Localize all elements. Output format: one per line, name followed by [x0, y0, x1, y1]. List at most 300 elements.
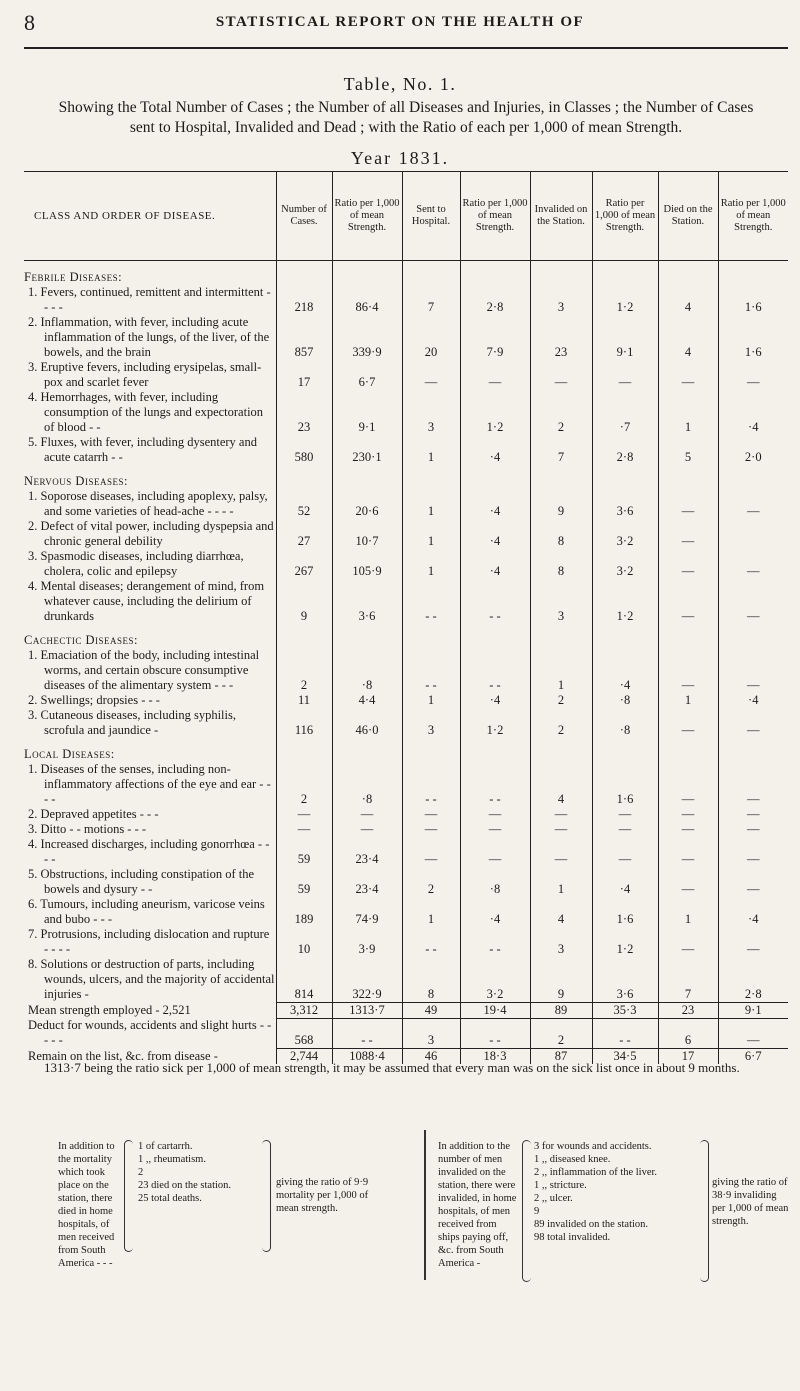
cell-value: — [592, 807, 658, 822]
cell-value: — [460, 807, 530, 822]
cell-empty [402, 465, 460, 489]
cell-value: 8 [530, 549, 592, 579]
cell-value: 1 [530, 867, 592, 897]
section-title: Nervous Diseases: [24, 474, 128, 488]
cell-empty [402, 261, 460, 286]
row-label: Remain on the list, &c. from disease - [28, 1048, 218, 1063]
table-row [24, 822, 788, 837]
cell-empty [718, 465, 788, 489]
cell-value: 3·6 [592, 957, 658, 1002]
cell-value: - - [402, 927, 460, 957]
cell-empty [402, 738, 460, 762]
running-head: STATISTICAL REPORT ON THE HEALTH OF [215, 14, 585, 30]
cell-value: — [658, 807, 718, 822]
cell-empty [332, 261, 402, 286]
cell-value: 11 [276, 693, 332, 708]
cell-value: — [718, 360, 788, 390]
cell-value: — [658, 708, 718, 738]
cell-value: 322·9 [332, 957, 402, 1002]
cell-value: ·4 [718, 897, 788, 927]
section-row [24, 624, 788, 648]
cell-value: 8 [402, 957, 460, 1002]
cell-value: 1·2 [592, 285, 658, 315]
cell-value: — [658, 489, 718, 519]
cell-value: — [402, 822, 460, 837]
note-line: 89 invalided on the station. [534, 1219, 649, 1230]
cell-value: 9·1 [592, 315, 658, 360]
row-label: 2. Defect of vital power, including dyspepsia and chronic general debility [28, 519, 274, 548]
cell-empty [332, 738, 402, 762]
cell-value: 7·9 [460, 315, 530, 360]
cell-value: 17 [658, 1048, 718, 1064]
note-left-lines [138, 1140, 268, 1205]
cell-value: 1 [402, 435, 460, 465]
cell-value: — [530, 822, 592, 837]
note-line: 2 ,, ulcer. [534, 1193, 573, 1204]
cell-value: 23 [530, 315, 592, 360]
cell-empty [658, 261, 718, 286]
column-header: Ratio per 1,000 of mean Strength. [718, 172, 788, 261]
row-label: 3. Eruptive fevers, including erysipelas, small-pox and scarlet fever [28, 360, 262, 389]
footnote: 1313·7 being the ratio sick per 1,000 of mean strength, it may be assumed that every man was on the sick list once in about 9 months. [44, 1060, 740, 1075]
cell-value: 2·8 [718, 957, 788, 1002]
cell-value: 2 [276, 648, 332, 693]
cell-value: 59 [276, 867, 332, 897]
cell-value: 23 [276, 390, 332, 435]
cell-value: 1088·4 [332, 1048, 402, 1064]
header-rule [24, 47, 788, 49]
cell-value: — [276, 822, 332, 837]
cell-value: — [718, 549, 788, 579]
cell-value: 19·4 [460, 1002, 530, 1018]
cell-value: ·4 [460, 489, 530, 519]
table-row [24, 693, 788, 708]
note-line: 1 ,, rheumatism. [138, 1154, 206, 1165]
table-row [24, 957, 788, 1002]
cell-empty [460, 738, 530, 762]
cell-value: — [658, 822, 718, 837]
note-line: 98 total invalided. [534, 1232, 611, 1243]
table-subtitle [24, 98, 788, 138]
cell-value: ·4 [460, 519, 530, 549]
cell-value: 74·9 [332, 897, 402, 927]
totals-row [24, 1018, 788, 1048]
cell-value: 4 [530, 897, 592, 927]
cell-empty [718, 738, 788, 762]
cell-empty [658, 465, 718, 489]
cell-value: 1·2 [460, 708, 530, 738]
cell-value: 2 [530, 693, 592, 708]
table-row [24, 549, 788, 579]
cell-value: 35·3 [592, 1002, 658, 1018]
cell-value: — [402, 360, 460, 390]
cell-empty [276, 624, 332, 648]
cell-value: — [718, 762, 788, 807]
section-title: Cachectic Diseases: [24, 633, 138, 647]
cell-value: 86·4 [332, 285, 402, 315]
cell-value: — [658, 867, 718, 897]
brace-right-close [700, 1140, 709, 1282]
cell-value: 6·7 [718, 1048, 788, 1064]
cell-value: — [718, 708, 788, 738]
cell-value: - - [592, 1018, 658, 1048]
cell-value: - - [402, 579, 460, 624]
cell-value: ·4 [460, 897, 530, 927]
note-line: 2 [138, 1167, 144, 1178]
section-row [24, 738, 788, 762]
table-row [24, 360, 788, 390]
note-left-intro: In addition to the mortality which took place on the station, there died in home hospitals, of men received from South America - - - [58, 1141, 115, 1269]
cell-empty [276, 738, 332, 762]
row-label: 2. Depraved appetites - - - [28, 807, 159, 821]
cell-value: - - [402, 762, 460, 807]
cell-value: 1 [658, 693, 718, 708]
cell-value: 3 [402, 390, 460, 435]
cell-value: 1·6 [718, 315, 788, 360]
cell-value: 1·6 [718, 285, 788, 315]
cell-value: 1·6 [592, 762, 658, 807]
cell-value: 2·0 [718, 435, 788, 465]
cell-value: — [460, 360, 530, 390]
cell-value: 20·6 [332, 489, 402, 519]
cell-value: — [530, 807, 592, 822]
cell-value: 2 [530, 708, 592, 738]
section-title: Local Diseases: [24, 747, 115, 761]
row-label: 2. Inflammation, with fever, including acute inflammation of the lungs, of the liver, of the bowels, and the brain [28, 315, 270, 359]
column-header: Sent to Hospital. [402, 172, 460, 261]
note-line: 9 [534, 1206, 540, 1217]
cell-value: 89 [530, 1002, 592, 1018]
cell-value: 6·7 [332, 360, 402, 390]
note-right-result: giving the ratio of 38·9 invaliding per 1,000 of mean strength. [712, 1177, 789, 1227]
cell-value: — [592, 360, 658, 390]
cell-value: 3,312 [276, 1002, 332, 1018]
cell-value: 6 [658, 1018, 718, 1048]
cell-empty [276, 465, 332, 489]
row-label: 1. Diseases of the senses, including non-inflammatory affections of the eye and ear - - - - [28, 762, 271, 806]
row-label: 8. Solutions or destruction of parts, including wounds, ulcers, and the majority of accidental injuries - [28, 957, 275, 1001]
cell-empty [276, 261, 332, 286]
cell-value: ·8 [592, 693, 658, 708]
cell-value: 8 [530, 519, 592, 549]
column-header: Died on the Station. [658, 172, 718, 261]
table-body [24, 261, 788, 1064]
cell-value: ·4 [460, 435, 530, 465]
table-row [24, 867, 788, 897]
cell-value: — [718, 648, 788, 693]
cell-value: 3 [530, 579, 592, 624]
row-label: 5. Fluxes, with fever, including dysentery and acute catarrh - - [28, 435, 257, 464]
cell-empty [332, 465, 402, 489]
row-label: 5. Obstructions, including constipation of the bowels and dysury - - [28, 867, 255, 896]
totals-row [24, 1002, 788, 1018]
cell-value: — [718, 837, 788, 867]
cell-value: — [718, 1018, 788, 1048]
cell-value: — [658, 837, 718, 867]
cell-value: 2·8 [460, 285, 530, 315]
cell-empty [718, 261, 788, 286]
section-row [24, 261, 788, 286]
cell-value: 1·6 [592, 897, 658, 927]
cell-value: 1313·7 [332, 1002, 402, 1018]
note-line: 1 ,, stricture. [534, 1180, 587, 1191]
note-line: 3 for wounds and accidents. [534, 1141, 652, 1152]
column-header: CLASS AND ORDER OF DISEASE. [24, 172, 276, 261]
cell-value: 3 [530, 285, 592, 315]
page-number: 8 [24, 10, 35, 35]
cell-value: 189 [276, 897, 332, 927]
note-line: 25 total deaths. [138, 1193, 202, 1204]
cell-value: 4 [658, 285, 718, 315]
cell-value: 1 [658, 390, 718, 435]
cell-value: 49 [402, 1002, 460, 1018]
header-row [24, 172, 788, 261]
cell-value [718, 519, 788, 549]
cell-value: ·8 [592, 708, 658, 738]
cell-value: 27 [276, 519, 332, 549]
cell-value: 18·3 [460, 1048, 530, 1064]
cell-value: 3 [402, 1018, 460, 1048]
cell-value: — [658, 519, 718, 549]
cell-value: — [332, 822, 402, 837]
cell-value: 1 [402, 693, 460, 708]
cell-value: 23·4 [332, 867, 402, 897]
cell-value: ·4 [460, 693, 530, 708]
row-label: 3. Ditto - - motions - - - [28, 822, 147, 836]
cell-value: 3·6 [332, 579, 402, 624]
cell-value: 1 [402, 489, 460, 519]
brace-left-close [262, 1140, 271, 1252]
cell-value: 3 [402, 708, 460, 738]
table-row [24, 897, 788, 927]
cell-value: — [402, 837, 460, 867]
row-label: 1. Emaciation of the body, including intestinal worms, and certain obscure consumptive diseases of the alimentary system - - - [28, 648, 260, 692]
note-line: 1 of cartarrh. [138, 1141, 193, 1152]
cell-value: 3·9 [332, 927, 402, 957]
cell-value: — [718, 822, 788, 837]
cell-value: 2 [402, 867, 460, 897]
table-row [24, 519, 788, 549]
note-line: 1 ,, diseased knee. [534, 1154, 611, 1165]
cell-value: 4 [530, 762, 592, 807]
note-left-result: giving the ratio of 9·9 mortality per 1,000 of mean strength. [276, 1177, 369, 1214]
row-label: 3. Spasmodic diseases, including diarrhœa, cholera, colic and epilepsy [28, 549, 244, 578]
cell-empty [460, 261, 530, 286]
row-label: Deduct for wounds, accidents and slight hurts - - - - - [28, 1018, 272, 1047]
cell-value: — [402, 807, 460, 822]
cell-value: - - [460, 648, 530, 693]
table-title: Table, No. 1. [343, 74, 457, 94]
table-row [24, 807, 788, 822]
cell-value: 23·4 [332, 837, 402, 867]
cell-value: 1 [658, 897, 718, 927]
row-label: 4. Increased discharges, including gonorrhœa - - - - [28, 837, 270, 866]
cell-value: — [460, 822, 530, 837]
cell-value: 3·2 [592, 519, 658, 549]
cell-value: 857 [276, 315, 332, 360]
cell-empty [718, 624, 788, 648]
section-row [24, 465, 788, 489]
cell-value: — [718, 579, 788, 624]
cell-value: 580 [276, 435, 332, 465]
cell-value: 267 [276, 549, 332, 579]
row-label: 7. Protrusions, including dislocation and rupture - - - - [28, 927, 270, 956]
cell-value: ·8 [332, 762, 402, 807]
cell-value: - - [460, 1018, 530, 1048]
cell-value: — [530, 360, 592, 390]
cell-value: — [658, 648, 718, 693]
row-label: 2. Swellings; dropsies - - - [28, 693, 160, 707]
cell-value: ·4 [718, 390, 788, 435]
cell-empty [592, 465, 658, 489]
cell-value: 34·5 [592, 1048, 658, 1064]
table-year: Year 1831. [350, 148, 450, 168]
cell-value: 59 [276, 837, 332, 867]
cell-value: 230·1 [332, 435, 402, 465]
cell-value: 116 [276, 708, 332, 738]
brace-left [124, 1140, 133, 1252]
cell-value: 17 [276, 360, 332, 390]
cell-value: 1 [402, 519, 460, 549]
cell-empty [658, 738, 718, 762]
cell-value: ·8 [332, 648, 402, 693]
column-header: Invalided on the Station. [530, 172, 592, 261]
cell-value: - - [332, 1018, 402, 1048]
cell-value: - - [460, 762, 530, 807]
cell-value: - - [460, 927, 530, 957]
cell-value: — [530, 837, 592, 867]
cell-value: 1 [530, 648, 592, 693]
table-row [24, 837, 788, 867]
disease-table [24, 171, 788, 1064]
cell-value: 4 [658, 315, 718, 360]
subtitle-line-2: sent to Hospital, Invalided and Dead ; with the Ratio of each per 1,000 of mean Strength. [129, 119, 683, 136]
cell-value: - - [402, 648, 460, 693]
cell-value: 9 [530, 489, 592, 519]
cell-value: 2·8 [592, 435, 658, 465]
cell-value: 1 [402, 897, 460, 927]
cell-value: 4·4 [332, 693, 402, 708]
column-header: Ratio per 1,000 of mean Strength. [332, 172, 402, 261]
table-row [24, 390, 788, 435]
cell-value: 218 [276, 285, 332, 315]
cell-value: 7 [658, 957, 718, 1002]
cell-value: ·4 [718, 693, 788, 708]
table-row [24, 762, 788, 807]
cell-value: 46·0 [332, 708, 402, 738]
cell-empty [530, 465, 592, 489]
row-label: 1. Fevers, continued, remittent and intermittent - - - - [28, 285, 271, 314]
cell-value: 10 [276, 927, 332, 957]
cell-value: — [592, 822, 658, 837]
cell-value: 7 [402, 285, 460, 315]
cell-value: 10·7 [332, 519, 402, 549]
cell-value: — [658, 927, 718, 957]
cell-empty [530, 261, 592, 286]
table-row [24, 435, 788, 465]
cell-value: 1 [402, 549, 460, 579]
brace-right [522, 1140, 531, 1282]
table-row [24, 927, 788, 957]
cell-value: — [718, 807, 788, 822]
cell-value: 9·1 [718, 1002, 788, 1018]
cell-value: — [718, 927, 788, 957]
cell-value: — [718, 489, 788, 519]
cell-empty [592, 624, 658, 648]
column-header: Number of Cases. [276, 172, 332, 261]
cell-value: 1·2 [460, 390, 530, 435]
cell-value: 3·2 [460, 957, 530, 1002]
table-row [24, 579, 788, 624]
note-line: 23 died on the station. [138, 1180, 232, 1191]
cell-value: — [658, 549, 718, 579]
cell-value: 1·2 [592, 579, 658, 624]
cell-value: 87 [530, 1048, 592, 1064]
section-title: Febrile Diseases: [24, 270, 123, 284]
cell-value: 2 [276, 762, 332, 807]
cell-value: 23 [658, 1002, 718, 1018]
cell-value: 105·9 [332, 549, 402, 579]
cell-empty [592, 738, 658, 762]
cell-value: 9 [276, 579, 332, 624]
cell-value: 5 [658, 435, 718, 465]
cell-empty [460, 624, 530, 648]
note-right-intro: In addition to the number of men invalided on the station, there were invalided, in home hospitals, of men received from ships paying off, &c. from South America - [438, 1141, 517, 1269]
cell-value: 3 [530, 927, 592, 957]
cell-value: 3·2 [592, 549, 658, 579]
row-label: 4. Mental diseases; derangement of mind, from whatever cause, including the delirium of drunkards [28, 579, 265, 623]
cell-value: 3·6 [592, 489, 658, 519]
cell-value: 52 [276, 489, 332, 519]
cell-value: — [592, 837, 658, 867]
row-label: 6. Tumours, including aneurism, varicose veins and bubo - - - [28, 897, 265, 926]
cell-value: 814 [276, 957, 332, 1002]
cell-value: ·4 [592, 648, 658, 693]
row-label: 4. Hemorrhages, with fever, including consumption of the lungs and expectoration of blood - - [28, 390, 264, 434]
note-line: 2 ,, inflammation of the liver. [534, 1167, 658, 1178]
note-right-lines [534, 1140, 704, 1244]
column-header: Ratio per 1,000 of mean Strength. [460, 172, 530, 261]
cell-value: 7 [530, 435, 592, 465]
cell-value: — [718, 867, 788, 897]
cell-value: 9 [530, 957, 592, 1002]
cell-value: 9·1 [332, 390, 402, 435]
cell-value: — [460, 837, 530, 867]
cell-value: — [332, 807, 402, 822]
notes-divider [424, 1130, 426, 1280]
table-row [24, 489, 788, 519]
cell-value: ·4 [460, 549, 530, 579]
cell-empty [332, 624, 402, 648]
table-row [24, 708, 788, 738]
cell-empty [530, 624, 592, 648]
cell-empty [402, 624, 460, 648]
cell-empty [658, 624, 718, 648]
cell-empty [530, 738, 592, 762]
cell-value: ·4 [592, 867, 658, 897]
cell-value: — [658, 762, 718, 807]
row-label: 1. Soporose diseases, including apoplexy, palsy, and some varieties of head-ache - - - - [28, 489, 268, 518]
cell-value: 2 [530, 390, 592, 435]
cell-value: 2,744 [276, 1048, 332, 1064]
row-label: 3. Cutaneous diseases, including syphilis, scrofula and jaundice - [28, 708, 236, 737]
cell-value: — [276, 807, 332, 822]
subtitle-line-1: Showing the Total Number of Cases ; the Number of all Diseases and Injuries, in Classes ; the Number of Cases [58, 99, 754, 116]
cell-value: 20 [402, 315, 460, 360]
cell-value: 339·9 [332, 315, 402, 360]
cell-empty [592, 261, 658, 286]
cell-empty [460, 465, 530, 489]
